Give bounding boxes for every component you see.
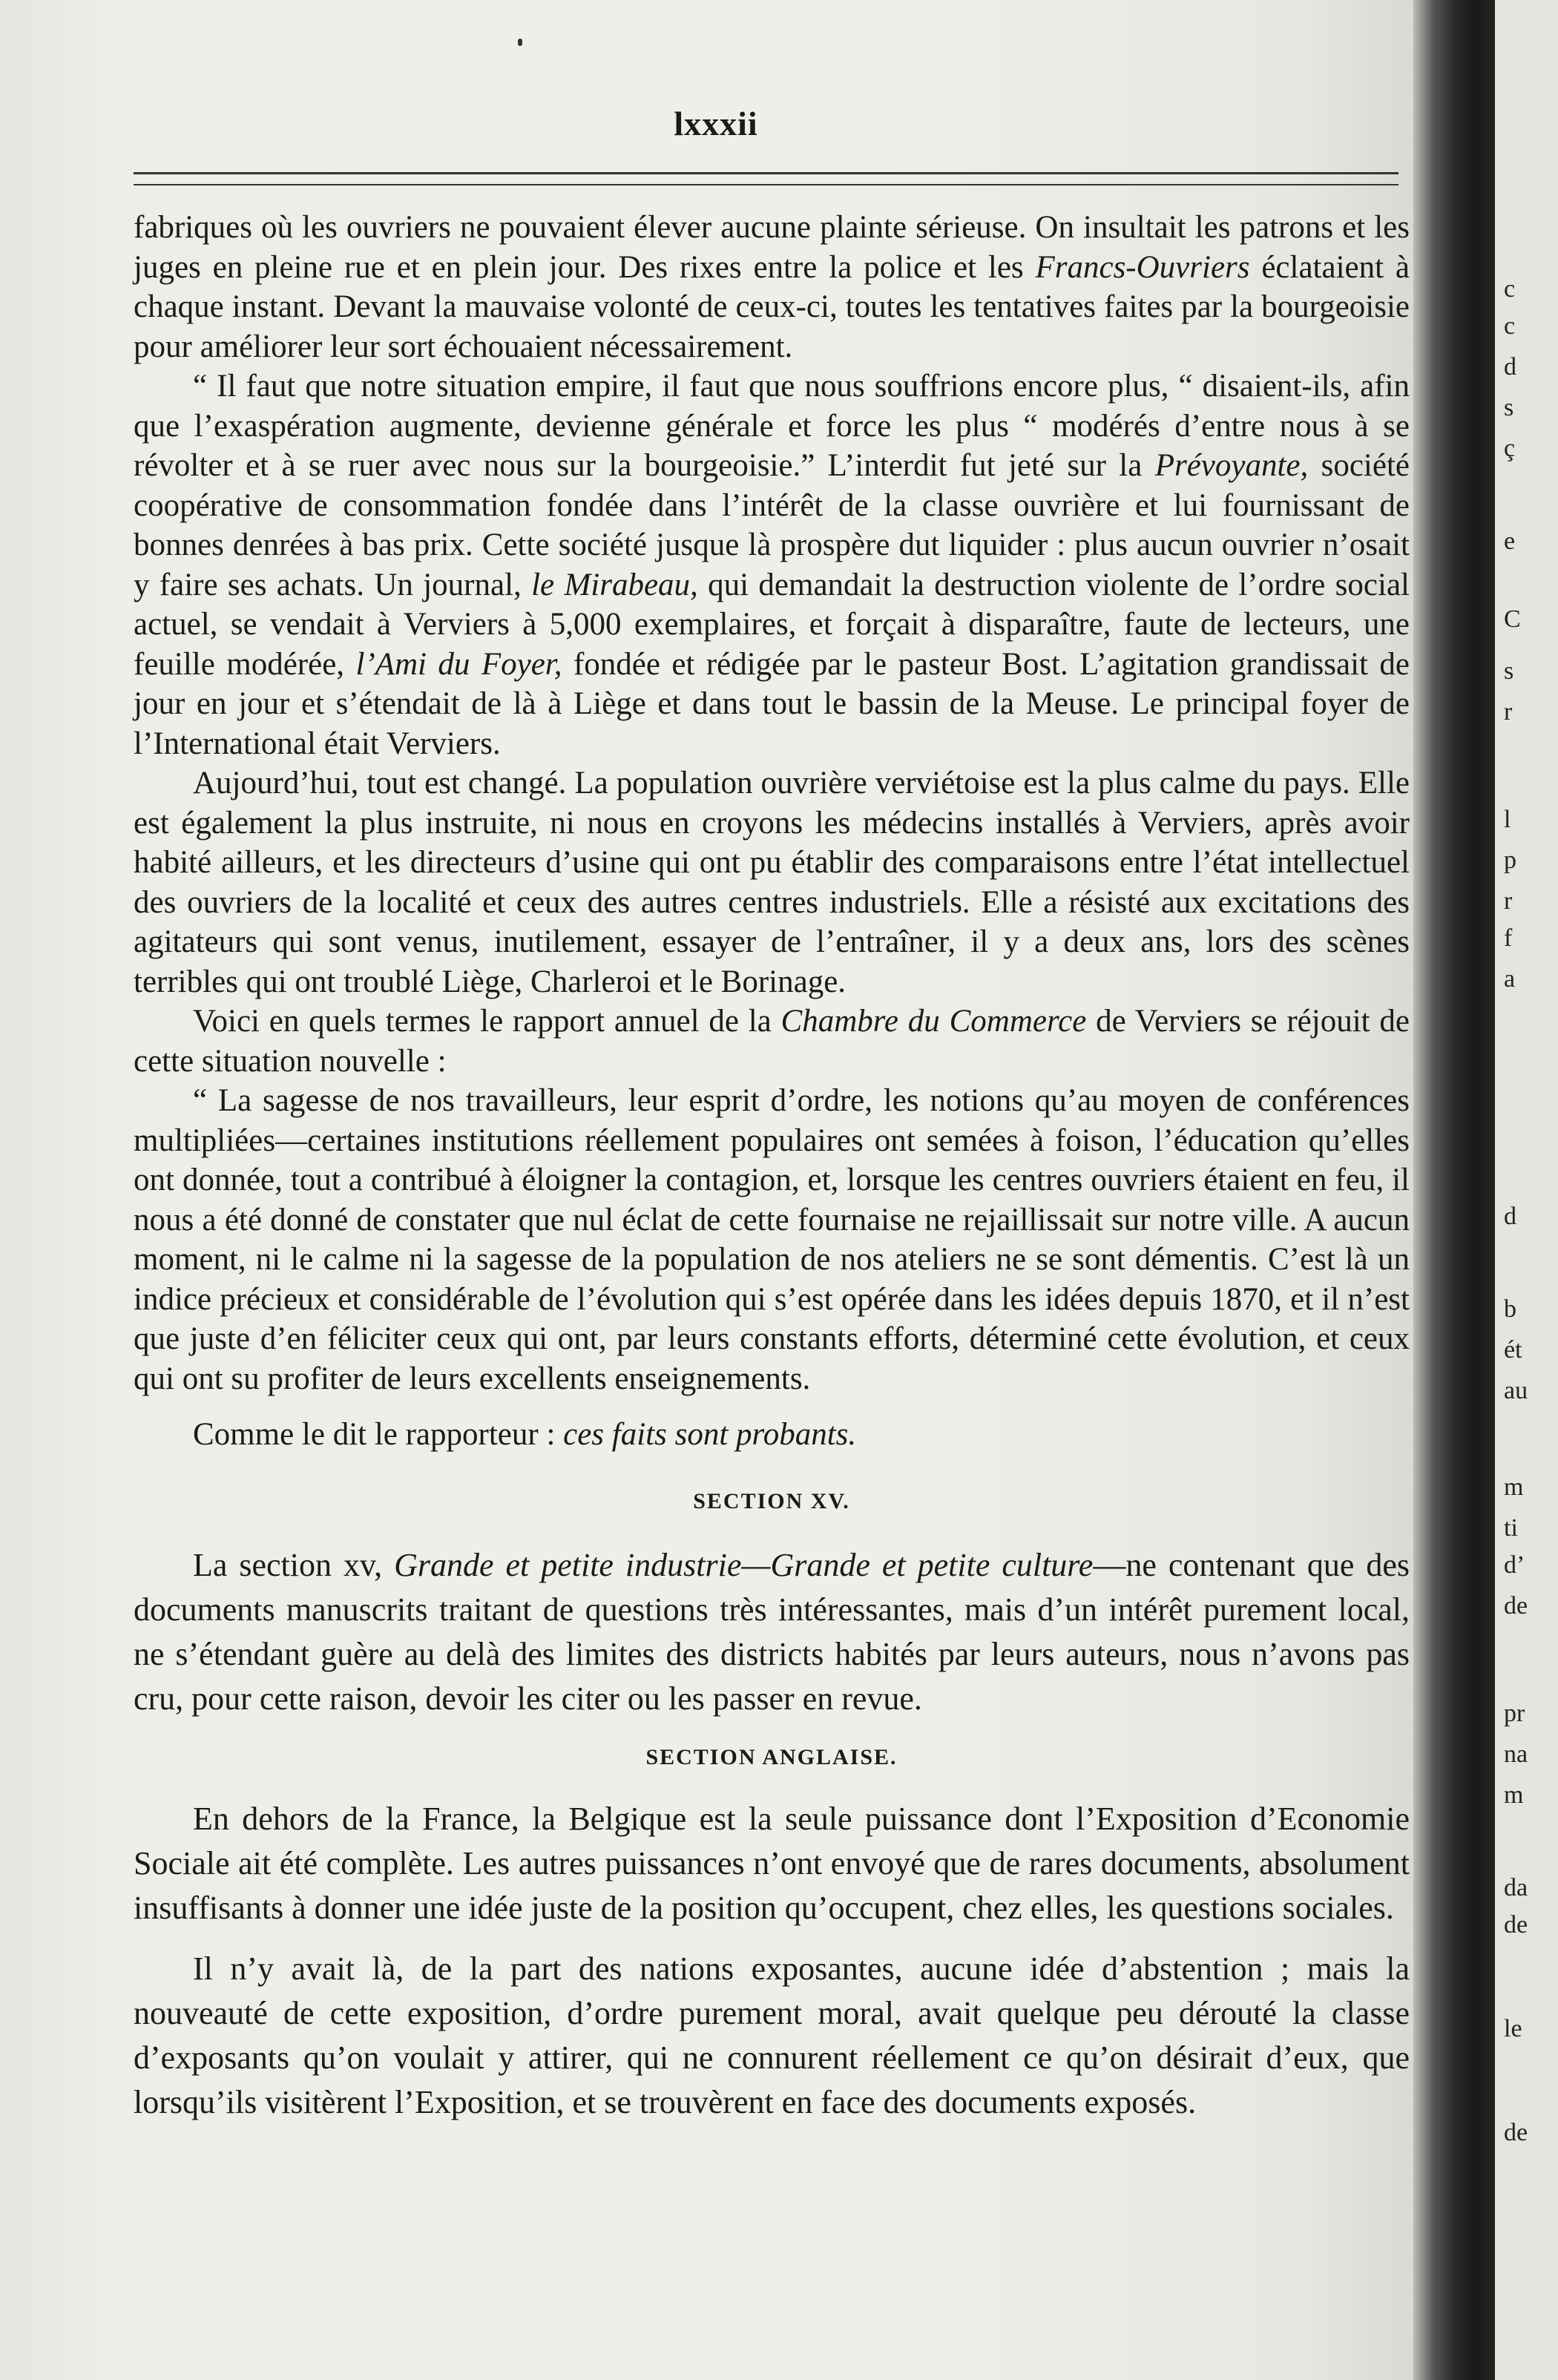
paragraph: fabriques où les ouvriers ne pouvaient élever aucune plainte sérieuse. On insultait les patrons et les juges en pleine rue et en plein jour. Des rixes entre la police et les Francs-Ouvriers éclataient à chaque instant. Devant la mauvaise volonté de ceux-ci, toutes les tentatives faites par la bourgeoisie pour améliorer leur sort échouaient nécessairement. xyxy=(134,210,1410,364)
header-rule-bottom xyxy=(134,184,1398,185)
adjacent-page-fragment: c c d s ç e C s r l p r f a d b ét au m ti d’ de pr na m da de le de xyxy=(1495,0,1558,2380)
page-number: lxxxii xyxy=(674,105,758,142)
body-text xyxy=(134,208,1410,2125)
paragraph: Voici en quels termes le rapport annuel de la Chambre du Commerce de Verviers se réjouit de cette situation nouvelle : xyxy=(134,1004,1410,1079)
paragraph: “ Il faut que notre situation empire, il faut que nous souffrions encore plus, “ disaient-ils, afin que l’exaspération augmente, devienne générale et force les plus “ modérés d’entre nous à se révolter et à se ruer avec nous sur la bourgeoisie.” L’interdit fut jeté sur la Prévoyante, société coopérative de consommation fondée dans l’intérêt de la classe ouvrière et lui fournissant de bonnes denrées à bas prix. Cette société jusque là prospère dut liquider : plus aucun ouvrier n’osait y faire ses achats. Un journal, le Mirabeau, qui demandait la destruction violente de l’ordre social actuel, se vendait à Verviers à 5,000 exemplaires, et forçait à disparaître, faute de lecteurs, une feuille modérée, l’Ami du Foyer, fondée et rédigée par le pasteur Bost. L’agitation grandissait de jour en jour et s’étendait de là à Liège et dans tout le bassin de la Meuse. Le principal foyer de l’International était Verviers. xyxy=(134,369,1410,761)
paragraph: En dehors de la France, la Belgique est la seule puissance dont l’Exposition d’Economie Sociale ait été complète. Les autres puissances n’ont envoyé que de rares documents, absolument insuffisants à donner une idée juste de la position qu’occupent, chez elles, les questions sociales. xyxy=(134,1800,1410,1926)
paragraph: La section xv, Grande et petite industrie—Grande et petite culture—ne contenant que des documents manuscrits traitant de questions très intéressantes, mais d’un intérêt purement local, ne s’étendant guère au delà des limites des districts habités par leurs auteurs, nous n’avons pas cru, pour cette raison, devoir les citer ou les passer en revue. xyxy=(134,1547,1410,1717)
paragraph: Aujourd’hui, tout est changé. La population ouvrière verviétoise est la plus calme du pays. Elle est également la plus instruite, ni nous en croyons les médecins installés à Verviers, après avoir habité ailleurs, et les directeurs d’usine qui ont pu établir des comparaisons entre l’état intellectuel des ouvriers de la localité et ceux des autres centres industriels. Elle a résisté aux excitations des agitateurs qui sont venus, inutilement, essayer de l’entraîner, il y a deux ans, lors des scènes terribles qui ont troublé Liège, Charleroi et le Borinage. xyxy=(134,766,1410,999)
paragraph: Il n’y avait là, de la part des nations exposantes, aucune idée d’abstention ; mais la nouveauté de cette exposition, d’ordre purement moral, avait quelque peu dérouté la classe d’exposants qu’on voulait y attirer, qui ne connurent réellement ce qu’on désirait d’eux, que lorsqu’ils visitèrent l’Exposition, et se trouvèrent en face des documents exposés. xyxy=(134,1950,1410,2120)
quotation: “ La sagesse de nos travailleurs, leur esprit d’ordre, les notions qu’au moyen de conférences multipliées—certaines institutions réellement populaires ont semées à foison, l’éducation qu’elles ont donnée, tout a contribué à éloigner la contagion, et, lorsque les centres ouvriers étaient en feu, il nous a été donné de constater que nul éclat de cette fournaise ne rejaillissait sur notre ville. A aucun moment, ni le calme ni la sagesse de la population de nos ateliers ne se sont démentis. C’est là un indice précieux et considérable de l’évolution qui s’est opérée dans les idées depuis 1870, et il n’est que juste d’en féliciter ceux qui ont, par leurs constants efforts, déterminé cette évolution, et ceux qui ont su profiter de leurs excellents enseignements. xyxy=(134,1083,1410,1396)
section-heading: SECTION ANGLAISE. xyxy=(645,1745,898,1769)
paragraph: Comme le dit le rapporteur : ces faits sont probants. xyxy=(193,1417,857,1452)
book-gutter-shadow xyxy=(1413,0,1495,2380)
section-heading: SECTION XV. xyxy=(693,1488,850,1513)
header-rule-top xyxy=(134,172,1398,174)
ink-speck xyxy=(518,39,522,46)
